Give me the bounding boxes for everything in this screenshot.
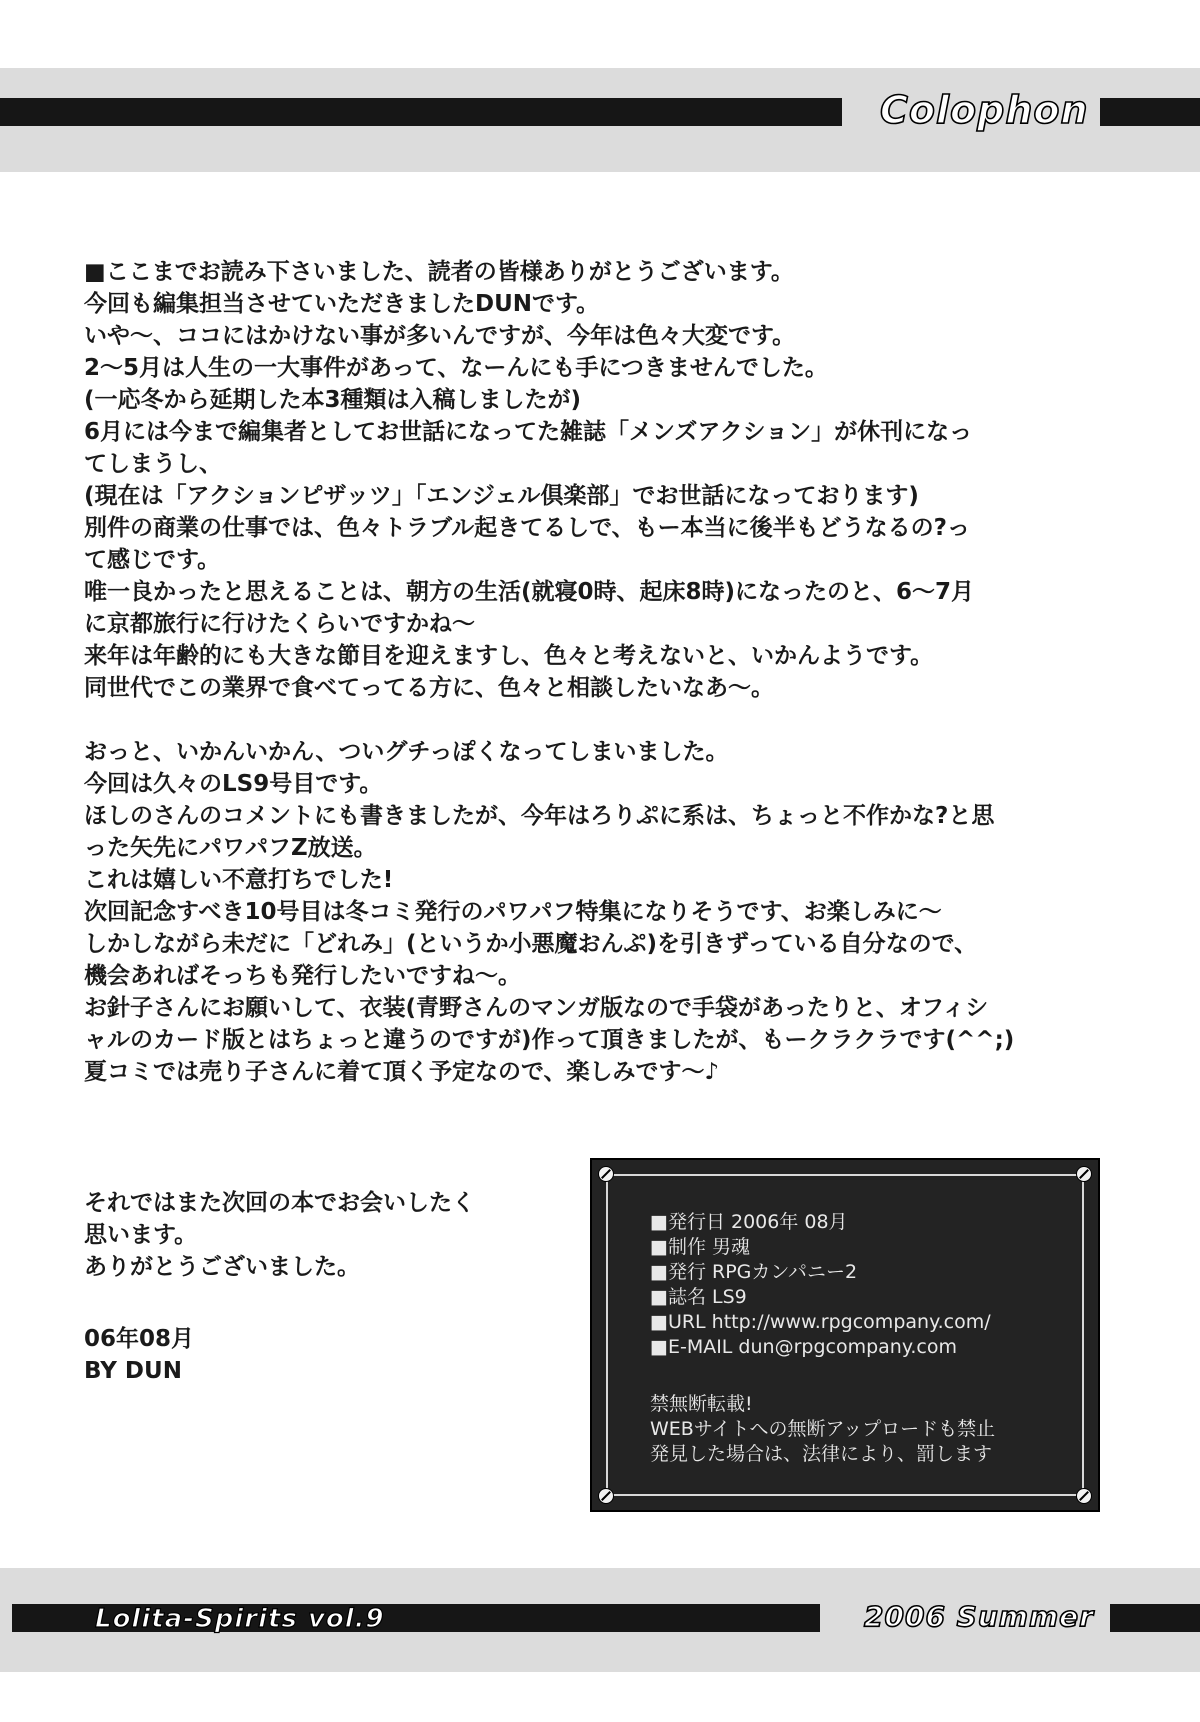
message-line: てしまうし、 <box>84 451 222 477</box>
message-line: 夏コミでは売り子さんに着て頂く予定なので、楽しみです～♪ <box>84 1059 720 1085</box>
screw-icon <box>598 1166 614 1182</box>
contact-email: ■E-MAIL dun@rpgcompany.com <box>650 1336 957 1358</box>
message-line: ■ここまでお読み下さいました、読者の皆様ありがとうございます。 <box>84 259 794 285</box>
footer-band <box>0 1568 1200 1672</box>
message-line: った矢先にパワパフZ放送。 <box>84 835 377 861</box>
header-bar-left <box>0 98 842 126</box>
message-line: 来年は年齢的にも大きな節目を迎えますし、色々と考えないと、いかんようです。 <box>84 643 934 669</box>
signature <box>84 1323 194 1387</box>
closing-line: 思います。 <box>84 1222 198 1248</box>
message-line: しかしながら未だに「どれみ」(というか小悪魔おんぷ)を引きずっている自分なので、 <box>84 931 978 957</box>
publish-date: ■発行日 2006年 08月 <box>650 1211 848 1233</box>
series-title: Lolita-Spirits vol.9 <box>95 1604 385 1634</box>
message-line: お針子さんにお願いして、衣装(青野さんのマンガ版なので手袋があったりと、オフィシ <box>84 995 989 1021</box>
message-line: (一応冬から延期した本3種類は入稿しましたが) <box>84 387 582 413</box>
message-line: これは嬉しい不意打ちでした! <box>84 867 394 893</box>
editor-message <box>84 256 1114 1088</box>
screw-icon <box>1076 1488 1092 1504</box>
message-line: ほしのさんのコメントにも書きましたが、今年はろりぷに系は、ちょっと不作かな?と思 <box>84 803 995 829</box>
footer-bar-right <box>1110 1604 1200 1632</box>
magazine-name: ■誌名 LS9 <box>650 1286 747 1308</box>
publication-details <box>650 1210 991 1360</box>
header-bar-right <box>1100 98 1200 126</box>
closing-line: それではまた次回の本でお会いしたく <box>84 1190 475 1216</box>
paragraph-spacer <box>84 704 1114 736</box>
publication-info-plate <box>590 1158 1100 1512</box>
message-line: て感じです。 <box>84 547 221 573</box>
message-line: 今回は久々のLS9号目です。 <box>84 771 383 797</box>
message-paragraph-1 <box>84 256 1114 704</box>
issue-season: 2006 Summer <box>864 1600 1094 1633</box>
message-line: いや～、ココにはかけない事が多いんですが、今年は色々大変です。 <box>84 323 796 349</box>
signature-date: 06年08月 <box>84 1326 195 1352</box>
notice-line: WEBサイトへの無断アップロードも禁止 <box>650 1418 996 1440</box>
message-line: 同世代でこの業界で食べてってる方に、色々と相談したいなあ～。 <box>84 675 774 701</box>
message-line: (現在は「アクションピザッツ」「エンジェル倶楽部」でお世話になっております) <box>84 483 919 509</box>
website-url: ■URL http://www.rpgcompany.com/ <box>650 1311 991 1333</box>
signature-byline: BY DUN <box>84 1358 182 1384</box>
message-paragraph-2 <box>84 736 1114 1088</box>
message-line: 唯一良かったと思えることは、朝方の生活(就寝0時、起床8時)になったのと、6～7月 <box>84 579 975 605</box>
message-line: 次回記念すべき10号目は冬コミ発行のパワパフ特集になりそうです、お楽しみに～ <box>84 899 942 925</box>
message-line: 6月には今まで編集者としてお世話になってた雑誌「メンズアクション」が休刊になっ <box>84 419 973 445</box>
message-line: ャルのカード版とはちょっと違うのですが)作って頂きましたが、もークラクラです(^^;) <box>84 1027 1015 1053</box>
screw-icon <box>1076 1166 1092 1182</box>
message-line: 機会あればそっちも発行したいですね～。 <box>84 963 521 989</box>
message-line: 別件の商業の仕事では、色々トラブル起きてるしで、もー本当に後半もどうなるの?っ <box>84 515 970 541</box>
message-line: おっと、いかんいかん、ついグチっぽくなってしまいました。 <box>84 739 729 765</box>
message-line: に京都旅行に行けたくらいですかね～ <box>84 611 475 637</box>
notice-line: 禁無断転載! <box>650 1393 753 1415</box>
closing-remarks <box>84 1187 475 1283</box>
message-line: 今回も編集担当させていただきましたDUNです。 <box>84 291 600 317</box>
notice-line: 発見した場合は、法律により、罰します <box>650 1443 993 1465</box>
publisher: ■発行 RPGカンパニー2 <box>650 1261 858 1283</box>
message-line: 2～5月は人生の一大事件があって、なーんにも手につきませんでした。 <box>84 355 828 381</box>
page-title: Colophon <box>880 88 1089 132</box>
header-band <box>0 68 1200 172</box>
producer: ■制作 男魂 <box>650 1236 750 1258</box>
copyright-notice <box>650 1392 995 1467</box>
closing-line: ありがとうございました。 <box>84 1254 360 1280</box>
screw-icon <box>598 1488 614 1504</box>
